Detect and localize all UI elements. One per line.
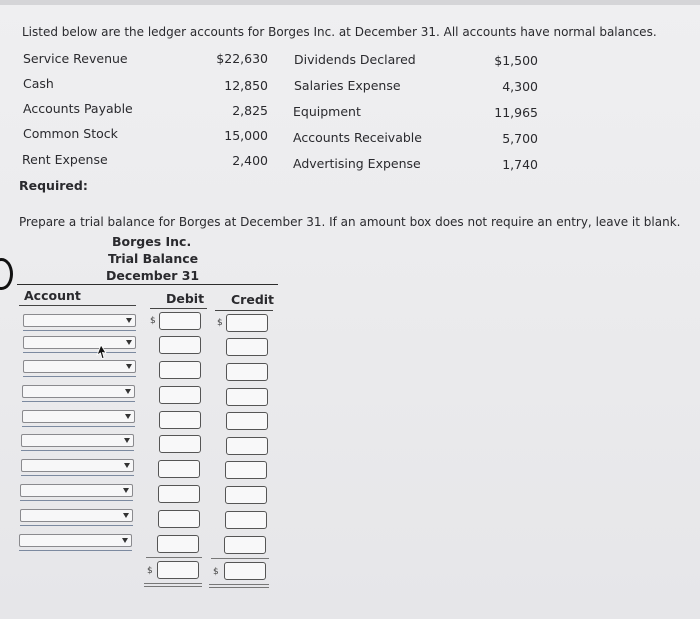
account-select[interactable] [23,314,136,327]
dropdown-arrow-icon [125,389,131,394]
credit-total-currency-symbol: $ [213,567,219,577]
account-select[interactable] [21,434,134,447]
dropdown-arrow-icon [126,340,132,345]
col-header-account: Account [24,288,81,303]
ledger-account-amount: 15,000 [224,128,268,143]
debit-total-input[interactable] [157,561,199,579]
debit-double-rule-1 [144,583,202,584]
dropdown-arrow-icon [125,414,131,419]
credit-amount-input[interactable] [225,461,267,479]
account-select[interactable] [19,534,132,547]
tb-title: Trial Balance [108,251,199,266]
ledger-account-amount: $22,630 [216,51,268,66]
debit-total-currency-symbol: $ [147,566,153,576]
ledger-account-name: Salaries Expense [294,78,401,93]
account-select[interactable] [22,385,135,398]
debit-double-rule-2 [144,586,202,587]
dropdown-arrow-icon [126,364,132,369]
ledger-account-name: Accounts Payable [23,101,133,116]
debit-amount-input[interactable] [159,312,201,330]
credit-amount-input[interactable] [226,314,268,332]
tb-company-name: Borges Inc. [112,234,192,249]
debit-amount-input[interactable] [159,336,201,354]
debit-amount-input[interactable] [158,485,200,503]
debit-amount-input[interactable] [158,510,200,528]
account-select[interactable] [23,360,136,373]
credit-double-rule-1 [209,584,269,585]
account-select[interactable] [22,410,135,423]
ledger-account-amount: 12,850 [224,78,268,93]
ledger-account-amount: $1,500 [494,53,538,68]
ledger-account-amount: 5,700 [502,131,538,146]
credit-amount-input[interactable] [226,437,268,455]
ledger-account-name: Rent Expense [22,152,108,167]
page-header-strip [0,0,700,5]
ledger-account-name: Common Stock [23,126,118,141]
ledger-account-name: Service Revenue [23,51,128,66]
dropdown-arrow-icon [122,538,128,543]
dropdown-arrow-icon [126,318,132,323]
credit-amount-input[interactable] [226,363,268,381]
credit-amount-input[interactable] [226,412,268,430]
debit-amount-input[interactable] [159,435,201,453]
ledger-account-name: Cash [23,76,54,91]
credit-total-rule [211,558,269,559]
account-select[interactable] [21,459,134,472]
tb-date: December 31 [106,268,200,283]
credit-double-rule-2 [209,587,269,588]
ledger-account-name: Equipment [293,104,361,119]
debit-currency-symbol: $ [150,316,156,326]
account-select[interactable] [23,336,136,349]
credit-currency-symbol: $ [217,318,223,328]
required-label: Required: [19,178,88,193]
credit-amount-input[interactable] [224,536,266,554]
debit-amount-input[interactable] [157,535,199,553]
debit-total-rule [146,557,202,558]
debit-amount-input[interactable] [159,411,201,429]
ledger-account-name: Advertising Expense [293,156,421,171]
credit-amount-input[interactable] [225,486,267,504]
ledger-account-amount: 11,965 [494,105,538,120]
ledger-account-amount: 2,825 [232,103,268,118]
ledger-account-amount: 4,300 [502,79,538,94]
panel-edge-marker [0,258,13,290]
col-header-credit: Credit [231,292,275,307]
ledger-account-name: Accounts Receivable [293,130,422,145]
instruction-text: Prepare a trial balance for Borges at December 31. If an amount box does not require an entry, leave it blank. [19,215,681,229]
dropdown-arrow-icon [124,438,130,443]
credit-col-rule [215,310,273,311]
dropdown-arrow-icon [124,463,130,468]
debit-col-rule [150,308,207,309]
account-select[interactable] [20,509,133,522]
credit-amount-input[interactable] [226,388,268,406]
intro-text: Listed below are the ledger accounts for Borges Inc. at December 31. All accounts have normal balances. [22,25,657,39]
credit-total-input[interactable] [224,562,266,580]
ledger-account-amount: 2,400 [232,153,268,168]
mouse-cursor-icon [94,344,108,360]
credit-amount-input[interactable] [225,511,267,529]
debit-amount-input[interactable] [159,386,201,404]
debit-amount-input[interactable] [159,361,201,379]
ledger-account-amount: 1,740 [502,157,538,172]
col-header-debit: Debit [166,291,205,306]
credit-amount-input[interactable] [226,338,268,356]
ledger-account-name: Dividends Declared [294,52,416,67]
dropdown-arrow-icon [123,488,129,493]
dropdown-arrow-icon [123,513,129,518]
account-select[interactable] [20,484,133,497]
heading-top-rule [17,284,278,285]
debit-amount-input[interactable] [158,460,200,478]
account-col-rule [19,305,136,306]
